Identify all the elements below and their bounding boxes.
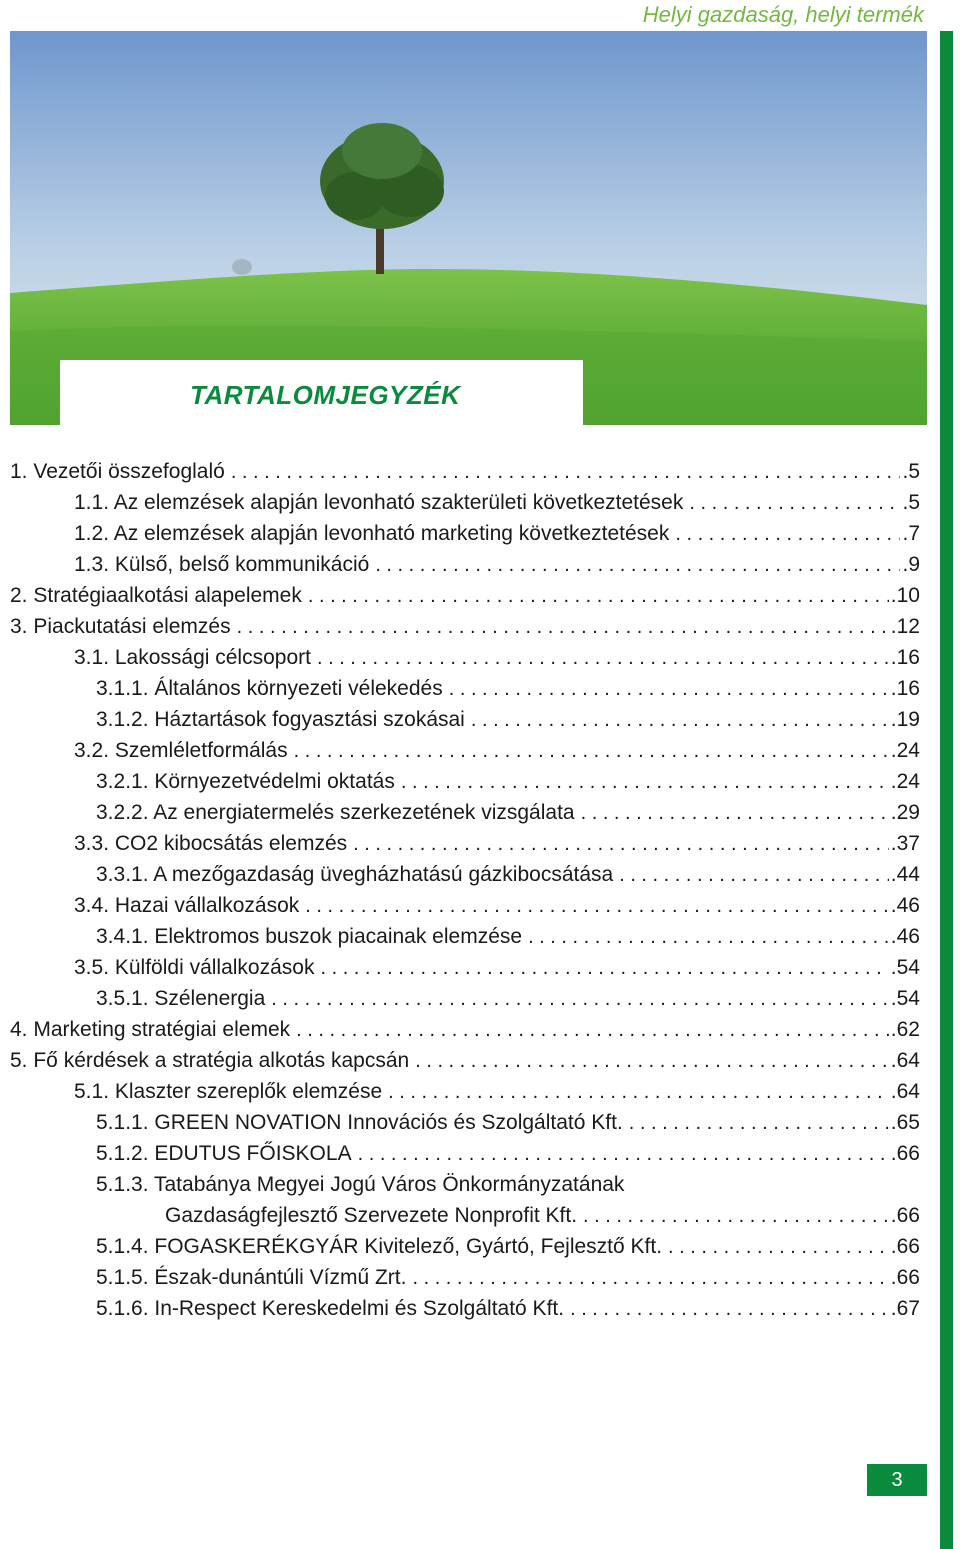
- dot-leader: [583, 1201, 889, 1232]
- dot-leader: [308, 581, 889, 612]
- dot-leader: [358, 1139, 889, 1170]
- toc-entry[interactable]: [10, 1231, 920, 1262]
- toc-entry-label: 1. Vezetői összefoglaló: [10, 460, 225, 483]
- dot-leader: [412, 1263, 888, 1294]
- toc-entry[interactable]: [10, 1262, 920, 1293]
- toc-entry[interactable]: [10, 1169, 920, 1200]
- toc-entry[interactable]: [10, 1107, 920, 1138]
- dot-leader: [296, 1015, 889, 1046]
- dot-leader: [570, 1294, 889, 1325]
- dot-leader: [668, 1232, 889, 1263]
- dot-leader: [375, 550, 900, 581]
- toc-entry-page: .37: [890, 832, 920, 855]
- toc-entry-label: 5.1.1. GREEN NOVATION Innovációs és Szolgáltató Kft.: [96, 1111, 623, 1134]
- toc-entry-label: Gazdaságfejlesztő Szervezete Nonprofit Kft.: [165, 1204, 578, 1227]
- dot-leader: [231, 457, 901, 488]
- toc-entry[interactable]: [10, 518, 920, 549]
- toc-entry-page: .16: [890, 646, 920, 669]
- dot-leader: [401, 767, 889, 798]
- toc-entry[interactable]: [10, 890, 920, 921]
- toc-entry-page: .24: [890, 739, 920, 762]
- dot-leader: [294, 736, 889, 767]
- toc-entry-page: .66: [890, 1266, 920, 1289]
- dot-leader: [415, 1046, 889, 1077]
- dot-leader: [353, 829, 889, 860]
- toc-entry-page: .64: [890, 1049, 920, 1072]
- toc-entry-label: 5. Fő kérdések a stratégia alkotás kapcsán: [10, 1049, 410, 1072]
- running-header: Helyi gazdaság, helyi termék: [642, 2, 924, 27]
- dot-leader: [320, 953, 888, 984]
- dot-leader: [317, 643, 889, 674]
- toc-entry-page: .54: [890, 987, 920, 1010]
- toc-entry-label: 5.1.4. FOGASKERÉKGYÁR Kivitelező, Gyártó, Fejlesztő Kft.: [96, 1235, 663, 1258]
- dot-leader: [388, 1077, 889, 1108]
- toc-entry[interactable]: [10, 456, 920, 487]
- dot-leader: [675, 519, 900, 550]
- toc-entry-label: 1.1. Az elemzések alapján levonható szakterületi következtetések: [74, 491, 684, 514]
- toc-entry[interactable]: [10, 1076, 920, 1107]
- toc-entry[interactable]: [10, 828, 920, 859]
- toc-entry-label: 3.1.1. Általános környezeti vélekedés: [96, 677, 443, 700]
- toc-entry-page: .67: [890, 1297, 920, 1320]
- toc-entry[interactable]: [10, 1014, 920, 1045]
- toc-entry[interactable]: [10, 549, 920, 580]
- toc-entry-label: 5.1.5. Észak-dunántúli Vízmű Zrt.: [96, 1266, 407, 1289]
- toc-entry-label: 3.3. CO2 kibocsátás elemzés: [74, 832, 348, 855]
- dot-leader: [271, 984, 889, 1015]
- toc-entry-label: 5.1.2. EDUTUS FŐISKOLA: [96, 1142, 352, 1165]
- dot-leader: [629, 1108, 889, 1139]
- toc-entry-page: .19: [890, 708, 920, 731]
- toc-entry[interactable]: [10, 1293, 920, 1324]
- toc-entry-page: .62: [890, 1018, 920, 1041]
- toc-entry[interactable]: [10, 1200, 920, 1231]
- toc-entry-label: 3.1. Lakossági célcsoport: [74, 646, 311, 669]
- toc-entry-label: 3. Piackutatási elemzés: [10, 615, 231, 638]
- toc-entry-page: .5: [902, 460, 920, 483]
- toc-entry[interactable]: [10, 642, 920, 673]
- page-title: TARTALOMJEGYZÉK: [190, 380, 461, 410]
- dot-leader: [581, 798, 889, 829]
- toc-entry-label: 3.5. Külföldi vállalkozások: [74, 956, 315, 979]
- toc-entry-page: .29: [890, 801, 920, 824]
- dot-leader: [528, 922, 889, 953]
- toc-entry-page: .65: [890, 1111, 920, 1134]
- toc-entry-page: .16: [890, 677, 920, 700]
- toc-entry[interactable]: [10, 673, 920, 704]
- toc-entry-page: .46: [890, 925, 920, 948]
- toc-entry-label: 1.2. Az elemzések alapján levonható marketing következtetések: [74, 522, 670, 545]
- toc-entry-page: .5: [902, 491, 920, 514]
- toc-entry[interactable]: [10, 487, 920, 518]
- dot-leader: [689, 488, 900, 519]
- toc-entry[interactable]: [10, 580, 920, 611]
- toc-entry[interactable]: [10, 735, 920, 766]
- toc-entry-label: 5.1.6. In-Respect Kereskedelmi és Szolgáltató Kft.: [96, 1297, 565, 1320]
- toc-entry-page: .10: [890, 584, 920, 607]
- toc-entry[interactable]: [10, 1045, 920, 1076]
- toc-entry-page: .64: [890, 1080, 920, 1103]
- toc-entry-page: .66: [890, 1204, 920, 1227]
- toc-entry-label: 4. Marketing stratégiai elemek: [10, 1018, 291, 1041]
- toc-entry[interactable]: [10, 797, 920, 828]
- toc-entry-page: .46: [890, 894, 920, 917]
- toc-entry-label: 3.1.2. Háztartások fogyasztási szokásai: [96, 708, 465, 731]
- toc-entry[interactable]: [10, 952, 920, 983]
- toc-entry-page: .7: [902, 522, 920, 545]
- toc-entry-label: 3.4.1. Elektromos buszok piacainak elemzése: [96, 925, 523, 948]
- toc-entry-label: 5.1. Klaszter szereplők elemzése: [74, 1080, 383, 1103]
- side-rule: [940, 31, 953, 1549]
- toc-entry-page: .54: [890, 956, 920, 979]
- toc-entry[interactable]: [10, 983, 920, 1014]
- dot-leader: [449, 674, 889, 705]
- table-of-contents: [10, 456, 920, 1324]
- title-box: [60, 360, 583, 428]
- toc-entry[interactable]: [10, 704, 920, 735]
- toc-entry-label: 3.5.1. Szélenergia: [96, 987, 266, 1010]
- toc-entry-page: .66: [890, 1235, 920, 1258]
- toc-entry-label: 2. Stratégiaalkotási alapelemek: [10, 584, 302, 607]
- dot-leader: [619, 860, 889, 891]
- toc-entry[interactable]: [10, 611, 920, 642]
- dot-leader: [471, 705, 889, 736]
- toc-entry[interactable]: [10, 1138, 920, 1169]
- toc-entry-page: .24: [890, 770, 920, 793]
- toc-entry-label: 3.2.1. Környezetvédelmi oktatás: [96, 770, 395, 793]
- toc-entry[interactable]: [10, 921, 920, 952]
- toc-entry[interactable]: [10, 859, 920, 890]
- toc-entry-label: 3.4. Hazai vállalkozások: [74, 894, 300, 917]
- page-number-badge: 3: [867, 1464, 927, 1496]
- toc-entry-label: 3.2. Szemléletformálás: [74, 739, 288, 762]
- toc-entry-page: .44: [890, 863, 920, 886]
- toc-entry-label: 3.2.2. Az energiatermelés szerkezetének vizsgálata: [96, 801, 575, 824]
- toc-entry-label: 3.3.1. A mezőgazdaság üvegházhatású gázkibocsátása: [96, 863, 614, 886]
- toc-entry[interactable]: [10, 766, 920, 797]
- toc-entry-page: .12: [890, 615, 920, 638]
- toc-entry-label: 5.1.3. Tatabánya Megyei Jogú Város Önkormányzatának: [96, 1173, 625, 1196]
- dot-leader: [305, 891, 889, 922]
- toc-entry-label: 1.3. Külső, belső kommunikáció: [74, 553, 370, 576]
- dot-leader: [237, 612, 889, 643]
- toc-entry-page: .66: [890, 1142, 920, 1165]
- toc-entry-page: .9: [902, 553, 920, 576]
